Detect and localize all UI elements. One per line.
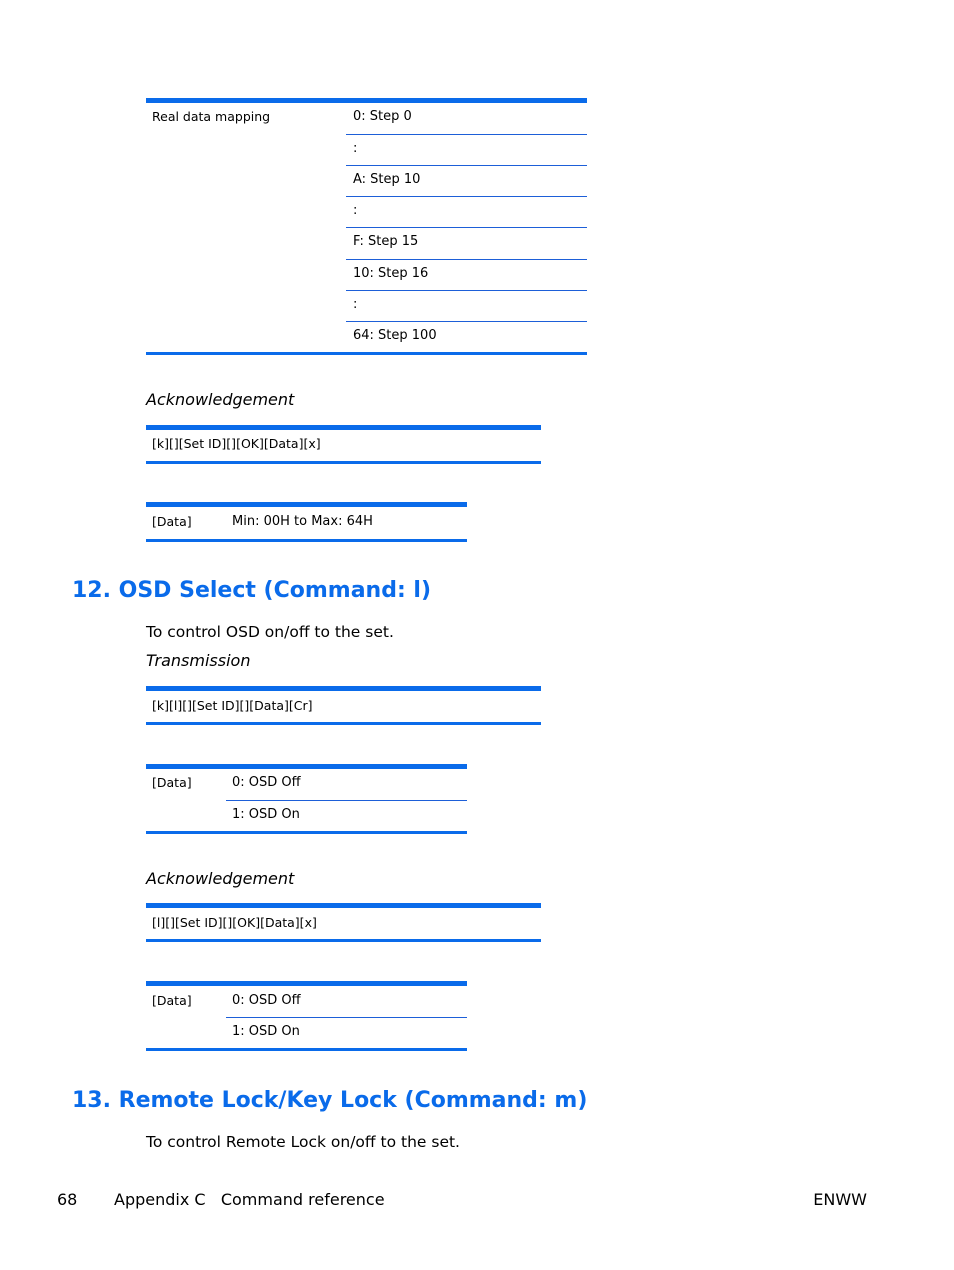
data-key: [Data] xyxy=(152,775,192,790)
table-bottom-border xyxy=(146,1048,467,1051)
table-top-border xyxy=(146,425,541,430)
chapter-title: Appendix C Command reference xyxy=(114,1190,385,1209)
mapping-value: : xyxy=(353,203,358,218)
data-value: 1: OSD On xyxy=(232,1024,300,1039)
table-bottom-border xyxy=(146,539,467,542)
row-divider xyxy=(226,800,467,801)
mapping-value: : xyxy=(353,297,358,312)
data-value: 0: OSD Off xyxy=(232,993,301,1008)
row-divider xyxy=(346,165,587,166)
mapping-label: Real data mapping xyxy=(152,109,271,124)
mapping-value: 10: Step 16 xyxy=(353,266,429,281)
acknowledgement-label: Acknowledgement xyxy=(146,390,295,409)
table-top-border xyxy=(146,764,467,769)
mapping-value: F: Step 15 xyxy=(353,234,419,249)
row-divider xyxy=(346,259,587,260)
table-bottom-border xyxy=(146,352,587,355)
transmission-code: [k][l][][Set ID][][Data][Cr] xyxy=(152,698,313,713)
data-value: Min: 00H to Max: 64H xyxy=(232,514,373,529)
data-key: [Data] xyxy=(152,993,192,1008)
row-divider xyxy=(346,290,587,291)
footer-right-label: ENWW xyxy=(813,1190,867,1209)
table-bottom-border xyxy=(146,722,541,725)
section-description: To control OSD on/off to the set. xyxy=(146,623,394,641)
ack-code: [k][][Set ID][][OK][Data][x] xyxy=(152,436,321,451)
page-number: 68 xyxy=(57,1190,78,1209)
mapping-value: 0: Step 0 xyxy=(353,109,412,124)
table-top-border xyxy=(146,98,587,103)
section-heading-remote-lock: 13. Remote Lock/Key Lock (Command: m) xyxy=(72,1088,588,1113)
mapping-value: A: Step 10 xyxy=(353,172,421,187)
data-key: [Data] xyxy=(152,514,192,529)
section-description: To control Remote Lock on/off to the set. xyxy=(146,1133,460,1151)
table-bottom-border xyxy=(146,831,467,834)
data-value: 1: OSD On xyxy=(232,807,300,822)
table-top-border xyxy=(146,903,541,908)
table-top-border xyxy=(146,502,467,507)
table-top-border xyxy=(146,686,541,691)
mapping-value: 64: Step 100 xyxy=(353,328,437,343)
row-divider xyxy=(346,227,587,228)
mapping-value: : xyxy=(353,141,358,156)
transmission-label: Transmission xyxy=(146,651,251,670)
acknowledgement-label: Acknowledgement xyxy=(146,869,295,888)
row-divider xyxy=(346,134,587,135)
data-value: 0: OSD Off xyxy=(232,775,301,790)
table-bottom-border xyxy=(146,939,541,942)
ack-code: [l][][Set ID][][OK][Data][x] xyxy=(152,915,317,930)
row-divider xyxy=(346,196,587,197)
table-bottom-border xyxy=(146,461,541,464)
section-heading-osd-select: 12. OSD Select (Command: l) xyxy=(72,578,432,603)
row-divider xyxy=(346,321,587,322)
row-divider xyxy=(226,1017,467,1018)
table-top-border xyxy=(146,981,467,986)
